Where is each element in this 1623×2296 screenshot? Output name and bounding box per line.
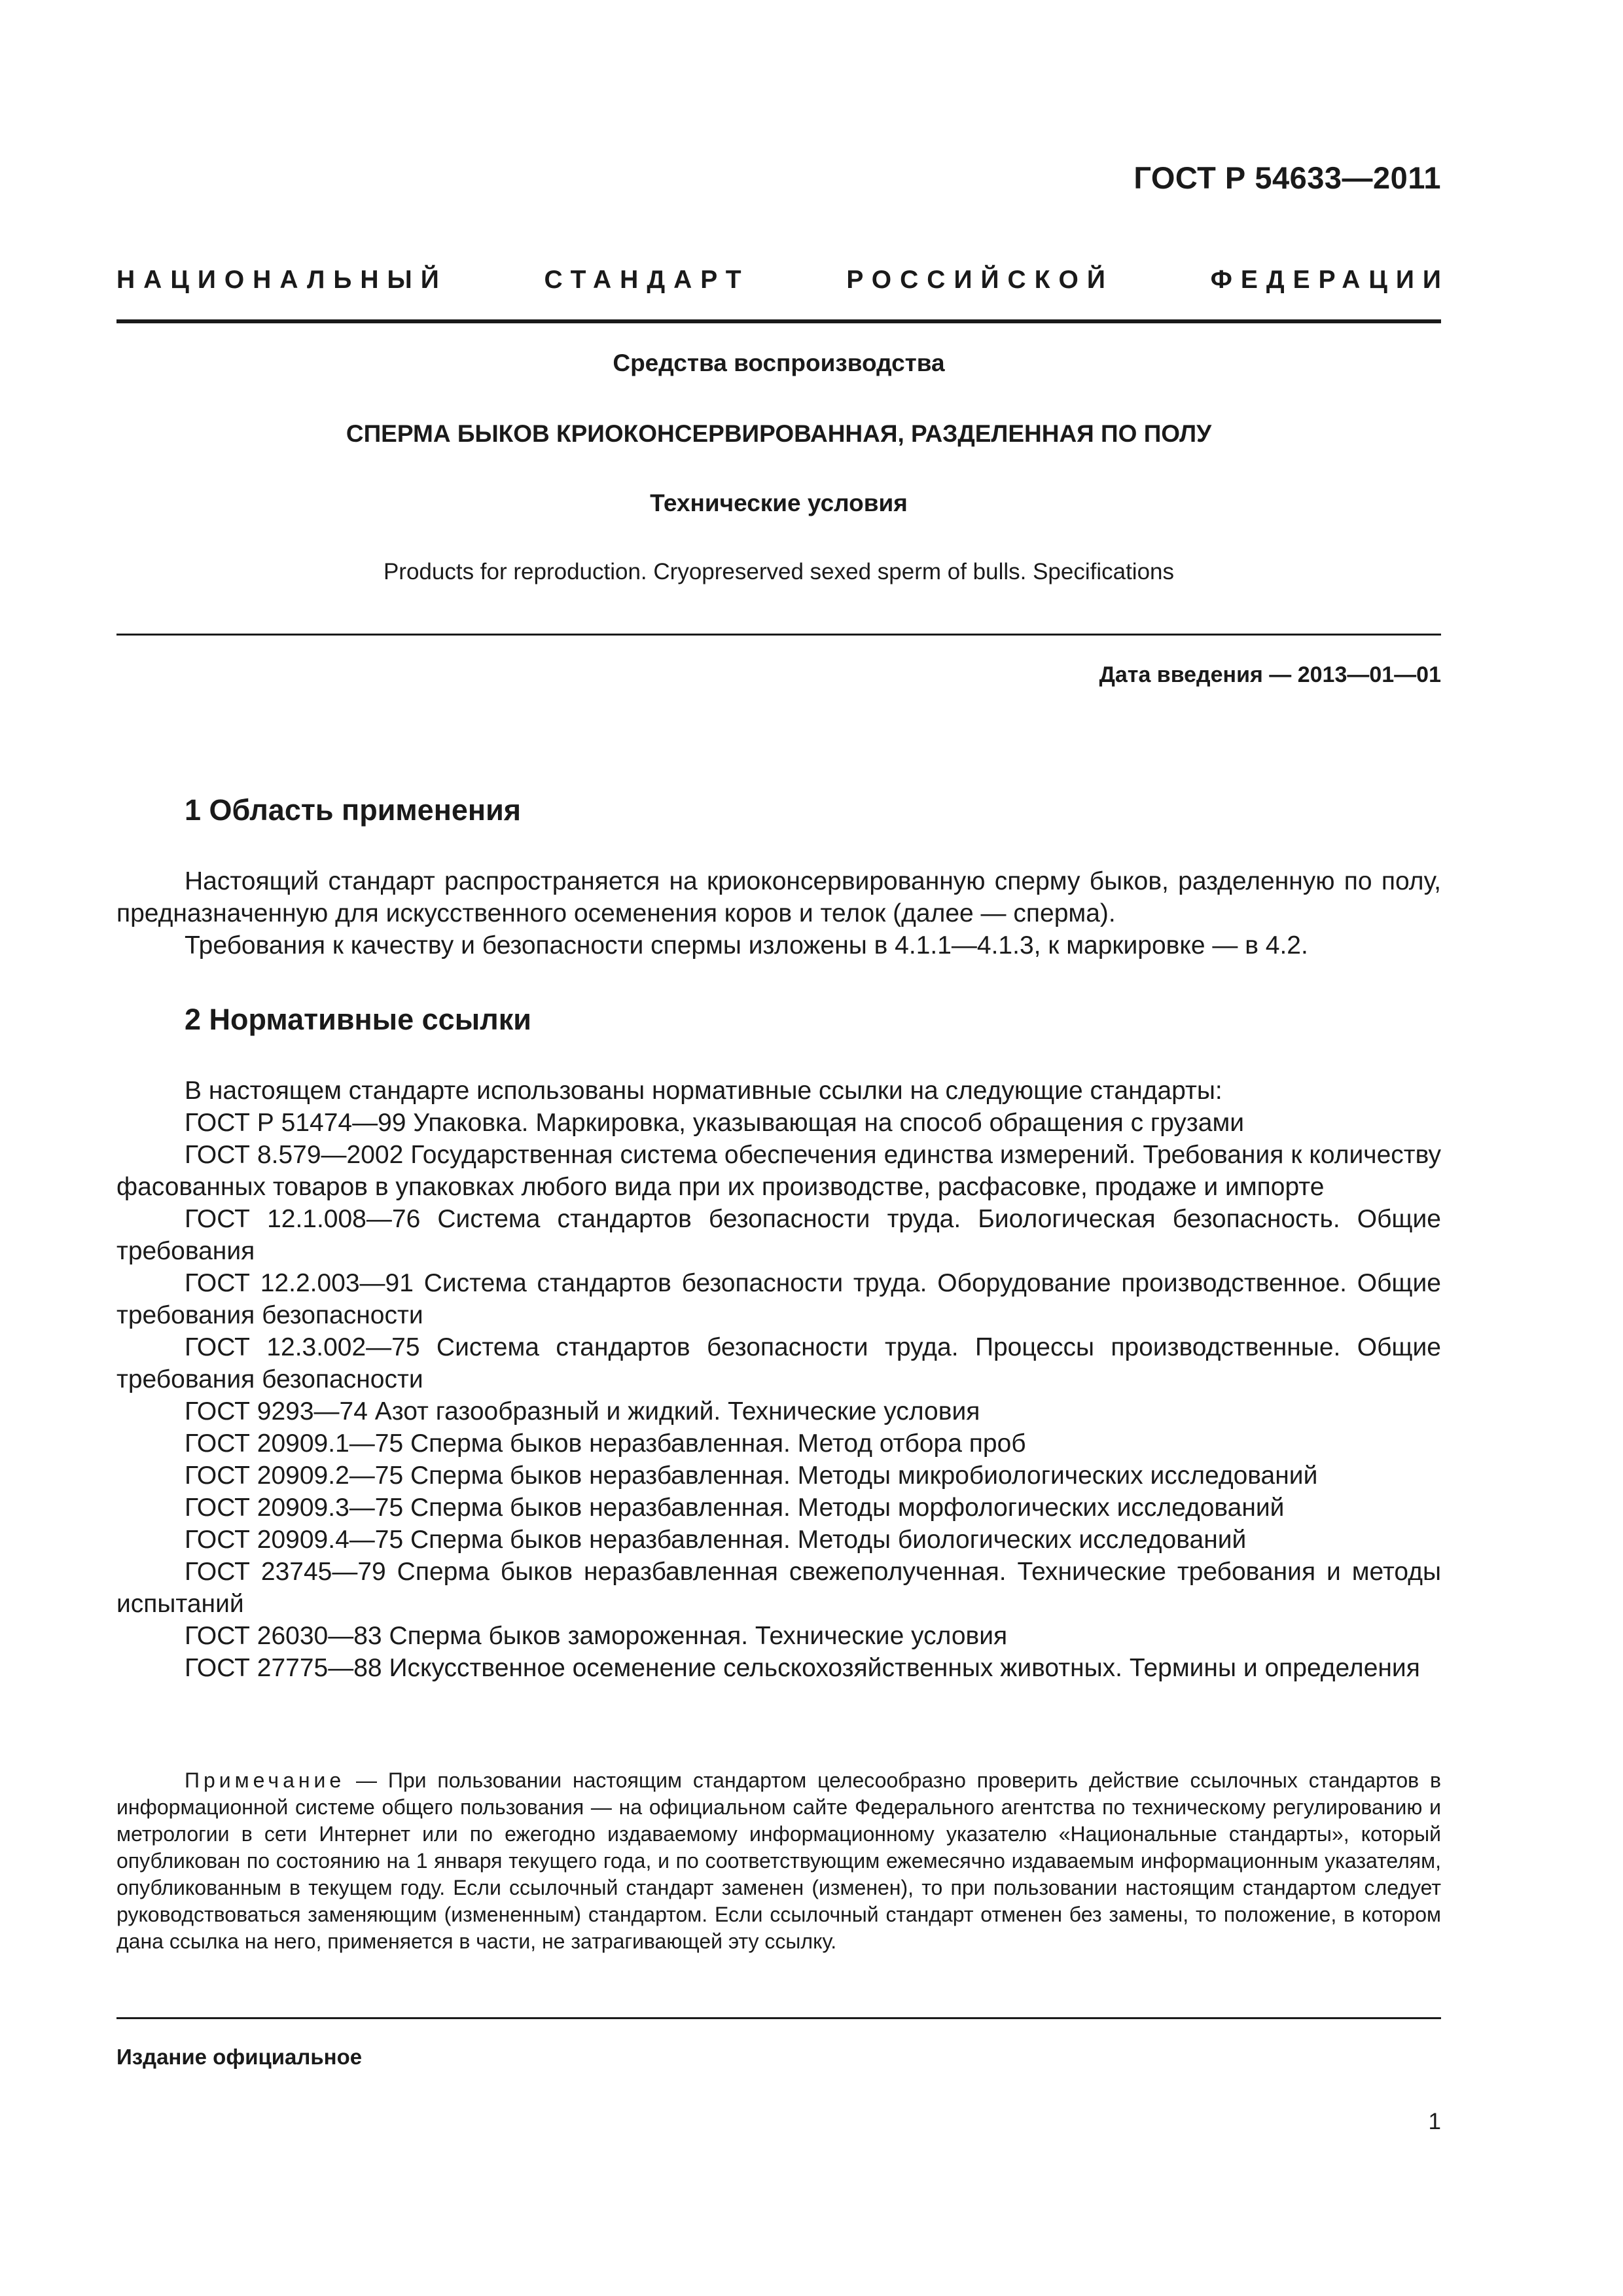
header-divider	[116, 319, 1441, 323]
footer-divider	[116, 2017, 1441, 2019]
section-heading-references: 2 Нормативные ссылки	[185, 1003, 531, 1036]
note-text: — При пользовании настоящим стандартом целесообразно проверить действие ссылочных стандартов в информационной системе общего пользования — на официальном сайте Федерального агентства по техническому регулированию и метрологии в сети Интернет или по ежегодно издаваемому информационному указателю «Национальные стандарты», который опубликован по состоянию на 1 января текущего года, и по соответствующим ежемесячно издаваемым информационным указателям, опубликованным в текущем году. Если ссылочный стандарт заменен (изменен), то при пользовании настоящим стандартом следует руководствоваться заменяющим (измененным) стандартом. Если ссылочный стандарт отменен без замены, то положение, в котором дана ссылка на него, применяется в части, не затрагивающей эту ссылку.	[116, 1768, 1441, 1953]
reference-item: ГОСТ Р 51474—99 Упаковка. Маркировка, указывающая на способ обращения с грузами	[185, 1109, 1245, 1137]
reference-item: ГОСТ 20909.1—75 Сперма быков неразбавленная. Метод отбора проб	[185, 1429, 1026, 1458]
document-subtitle: Технические условия	[650, 490, 908, 516]
section-heading-scope: 1 Область применения	[185, 793, 522, 827]
section-scope-body	[116, 865, 1441, 961]
references-list	[116, 1075, 1441, 1684]
reference-item: ГОСТ 9293—74 Азот газообразный и жидкий. Технические условия	[185, 1397, 980, 1426]
introduction-date: Дата введения — 2013—01—01	[1099, 662, 1441, 687]
references-note	[116, 1767, 1441, 1955]
reference-item: ГОСТ 12.1.008—76 Система стандартов безопасности труда. Биологическая безопасность. Общие требования	[116, 1205, 1441, 1265]
note-label: Примечание	[185, 1768, 346, 1792]
paragraph: Настоящий стандарт распространяется на криоконсервированную сперму быков, разделенную по полу, предназначенную для искусственного осеменения коров и телок (далее — сперма).	[116, 867, 1441, 927]
banner-word: РОССИЙСКОЙ	[846, 266, 1114, 294]
standard-code: ГОСТ Р 54633—2011	[1133, 160, 1441, 195]
page-number: 1	[1428, 2109, 1441, 2134]
banner-word: ФЕДЕРАЦИИ	[1210, 266, 1450, 294]
document-title: СПЕРМА БЫКОВ КРИОКОНСЕРВИРОВАННАЯ, РАЗДЕЛЕННАЯ ПО ПОЛУ	[346, 420, 1212, 447]
paragraph: Требования к качеству и безопасности спермы изложены в 4.1.1—4.1.3, к маркировке — в 4.2.	[185, 931, 1308, 960]
references-intro: В настоящем стандарте использованы нормативные ссылки на следующие стандарты:	[185, 1077, 1222, 1105]
reference-item: ГОСТ 20909.4—75 Сперма быков неразбавленная. Методы биологических исследований	[185, 1526, 1247, 1554]
reference-item: ГОСТ 27775—88 Искусственное осеменение сельскохозяйственных животных. Термины и определения	[185, 1654, 1420, 1682]
banner-word: НАЦИОНАЛЬНЫЙ	[116, 266, 448, 294]
english-title: Products for reproduction. Cryopreserved sexed sperm of bulls. Specifications	[383, 559, 1175, 584]
reference-item: ГОСТ 26030—83 Сперма быков замороженная. Технические условия	[185, 1622, 1008, 1650]
reference-item: ГОСТ 12.3.002—75 Система стандартов безопасности труда. Процессы производственные. Общие требования безопасности	[116, 1333, 1441, 1393]
reference-item: ГОСТ 20909.2—75 Сперма быков неразбавленная. Методы микробиологических исследований	[185, 1462, 1318, 1490]
title-divider	[116, 634, 1441, 636]
reference-item: ГОСТ 12.2.003—91 Система стандартов безопасности труда. Оборудование производственное. Общие требования безопасности	[116, 1269, 1441, 1329]
reference-item: ГОСТ 23745—79 Сперма быков неразбавленная свежеполученная. Технические требования и методы испытаний	[116, 1558, 1441, 1618]
reference-item: ГОСТ 8.579—2002 Государственная система обеспечения единства измерений. Требования к количеству фасованных товаров в упаковках любого вида при их производстве, расфасовке, продаже и импорте	[116, 1141, 1441, 1201]
reference-item: ГОСТ 20909.3—75 Сперма быков неразбавленная. Методы морфологических исследований	[185, 1494, 1285, 1522]
edition-label: Издание официальное	[116, 2045, 363, 2069]
national-standard-banner	[116, 266, 1450, 295]
banner-word: СТАНДАРТ	[544, 266, 750, 294]
product-group: Средства воспроизводства	[613, 350, 945, 376]
